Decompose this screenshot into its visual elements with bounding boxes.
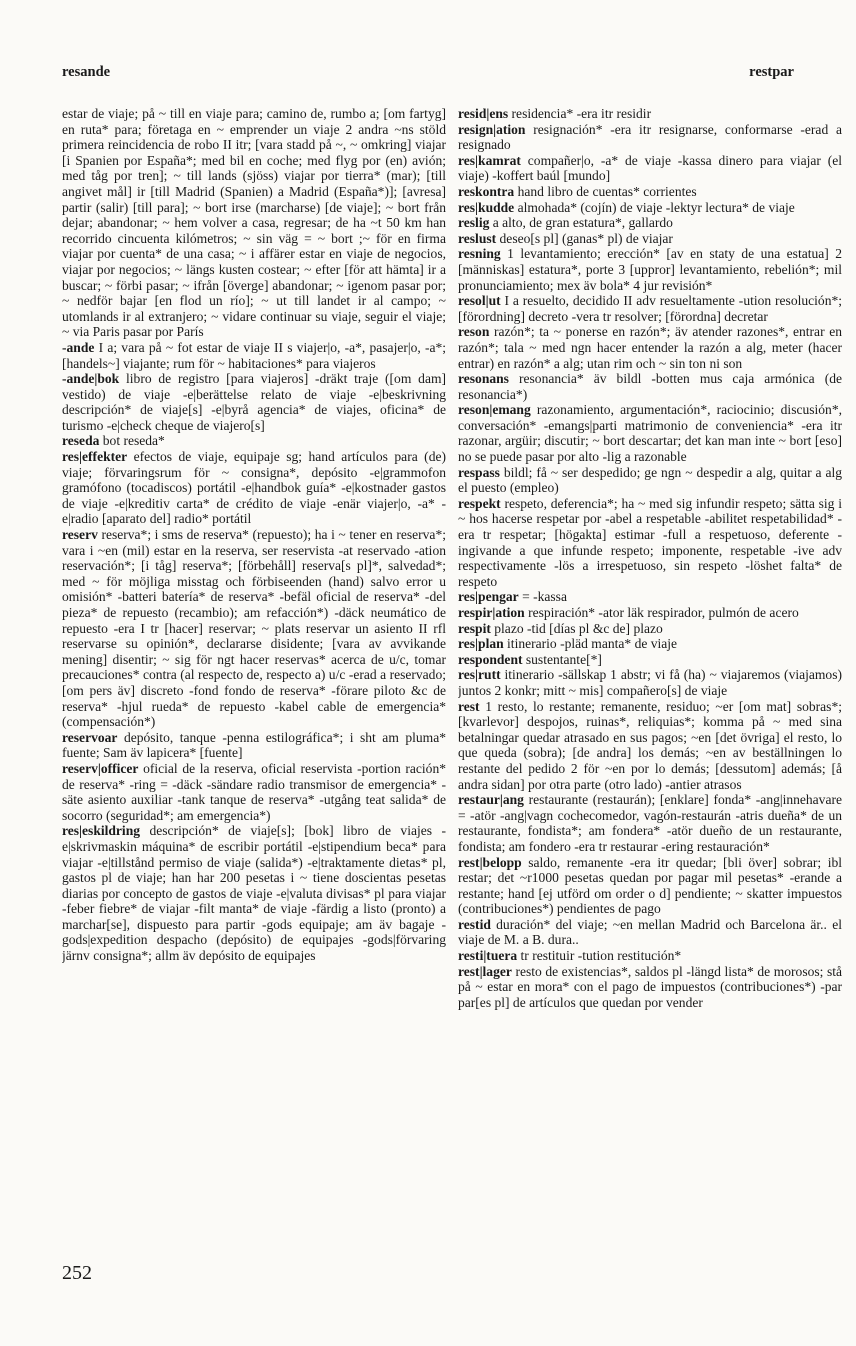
right-column: [458, 106, 842, 1256]
dictionary-entry: [458, 496, 842, 590]
dictionary-entry: [458, 215, 842, 231]
entry-headword: resid|ens: [458, 106, 509, 121]
entry-headword: reslig: [458, 215, 490, 231]
dictionary-entry: [62, 106, 446, 340]
dictionary-entry: [458, 153, 842, 184]
entry-headword: res|eskildring: [62, 823, 141, 839]
entry-headword: res|kamrat: [458, 152, 521, 168]
dictionary-entry: [458, 667, 842, 698]
dictionary-entry: [458, 106, 842, 122]
entry-headword: rest: [458, 698, 480, 714]
entry-text: plazo -tid [días pl &c de] plazo: [494, 620, 663, 636]
dictionary-entry: [458, 792, 842, 854]
entry-headword: reson: [458, 324, 490, 340]
entry-text: deseo[s pl] (ganas* pl) de viajar: [499, 230, 673, 246]
dictionary-entry: [458, 605, 842, 621]
entry-text: bildl; få ~ ser despedido; ge ngn ~ despedir a alg, quitar a alg el puesto (empleo): [458, 464, 842, 496]
entry-headword: res|effekter: [62, 449, 128, 465]
left-column: [62, 106, 446, 1256]
entry-text: 1 levantamiento; erección* [av en staty de una estatua] 2 [människas] estatura*, porte 3 [uppror] levantamiento, rebelión*; mil pronunciamiento; mex äv bola* 4 jur revisión*: [458, 246, 842, 293]
entry-text: residencia* -era itr residir: [511, 106, 652, 121]
dictionary-entry: [62, 340, 446, 371]
entry-text: sustentante[*]: [525, 651, 602, 667]
entry-text: razonamiento, argumentación*, raciocinio; discusión*, conversación* -emangs|parti matrimonio de conveniencia* -era itr razonar, argüir; discutir; ~ bort descartar; det kan man inte ~ bort [eso] no se puede pasar por alto -lig a razonable: [458, 402, 842, 465]
dictionary-entry: [458, 855, 842, 917]
entry-text: tr restituir -tution restitución*: [520, 948, 682, 964]
entry-text: reserva*; i sms de reserva* (repuesto); ha i ~ tener en reserva*; vara i ~en (mil) estar en la reserva, ser reservista -at reservado -ation reservación*; [i tåg] reserva*; [förbehåll] reserva[s pl]*, salvedad*; med ~ för möjliga misstag och förbiseenden (hand) salvo error u omisión* -batteri batería* de reserva* -befäl oficial de reserva* -del pieza* de repuesto (recambio); am refacción*) -däck neumático de repuesto -era I tr [hacer] reservar; ~ plats reservar un asiento II rfl reservarse su opinión*, declararse disidente; [vara av avvikande mening] disentir; ~ sig för ngt hacer reservas* acerca de u/c, tomar precauciones* contra (al respecto de, respecto a) u/c -erad a reservado; [om pers äv] discreto -fond fondo de reserva* -förare piloto &c de reserva* -hjul rueda* de repuesto -kabel cable de emergencia* (compensación*): [62, 527, 446, 730]
entry-text: hand libro de cuentas* corrientes: [517, 183, 697, 199]
dictionary-entry: [62, 449, 446, 527]
entry-text: resonancia* äv bildl -botten mus caja armónica (de resonancia*): [458, 371, 842, 402]
entry-text: depósito, tanque -penna estilográfica*; i sht am pluma* fuente; Sam äv lapicera* [fuente]: [62, 729, 446, 761]
entry-text: I a; vara på ~ fot estar de viaje II s viajer|o, -a*, pasajer|o, -a*; [handels~] viajante; rum för ~ habitaciones* para viajeros: [62, 339, 446, 371]
entry-text: almohada* (cojín) de viaje -lektyr lectura* de viaje: [517, 199, 795, 215]
entry-text: respiración* -ator läk respirador, pulmón de acero: [528, 605, 799, 620]
dictionary-entry: [62, 433, 446, 449]
dictionary-entry: [62, 761, 446, 823]
entry-text: bot reseda*: [102, 433, 165, 449]
entry-headword: resign|ation: [458, 121, 526, 137]
entry-headword: rest|lager: [458, 963, 512, 979]
entry-headword: reson|emang: [458, 402, 531, 418]
entry-headword: res|plan: [458, 636, 504, 652]
entry-text: razón*; ta ~ ponerse en razón*; äv atender razones*, entrar en razón*; tala ~ med ngn hacer entender la razón a alg, meter (hacer entrar) en razón* a alg; utan rim och ~ sin ton ni son: [458, 324, 842, 371]
entry-headword: rest|belopp: [458, 854, 522, 870]
entry-headword: respir|ation: [458, 605, 525, 620]
entry-headword: reserv|officer: [62, 760, 139, 776]
dictionary-entry: [458, 122, 842, 153]
entry-text: duración* del viaje; ~en mellan Madrid och Barcelona är.. el viaje de M. a B. dura..: [458, 916, 842, 948]
dictionary-entry: [458, 636, 842, 652]
entry-text: I a resuelto, decidido II adv resueltamente -ution resolución*; [förordning] decreto -vera tr resolver; [förordna] decretar: [458, 293, 842, 324]
running-head: [62, 64, 794, 84]
entry-headword: res|rutt: [458, 667, 501, 683]
entry-headword: res|kudde: [458, 199, 515, 215]
running-head-right: restpar: [749, 64, 794, 80]
page-number: 252: [62, 1262, 92, 1284]
entry-text: compañer|o, -a* de viaje -kassa dinero para viajar (el viaje) -koffert baúl [mundo]: [458, 152, 842, 184]
running-head-left: resande: [62, 64, 111, 80]
dictionary-entry: [458, 699, 842, 793]
entry-text: libro de registro [para viajeros] -dräkt traje ([om dam] vestido) de viaje -e|berättelse relato de viaje -e|beskrivning descripción* de viaje[s] -e|byrå agencia* de viajes, oficina* de turismo -e|check cheque de viajero[s]: [62, 371, 446, 433]
dictionary-entry: [458, 246, 842, 293]
entry-headword: res|pengar: [458, 589, 519, 605]
dictionary-entry: [458, 324, 842, 371]
dictionary-entry: [458, 402, 842, 464]
entry-headword: reskontra: [458, 183, 515, 199]
dictionary-entry: [458, 948, 842, 964]
entry-headword: respit: [458, 620, 491, 636]
dictionary-entry: [62, 823, 446, 963]
dictionary-entry: [62, 730, 446, 761]
dictionary-entry: [458, 200, 842, 216]
entry-text: saldo, remanente -era itr quedar; [bli över] sobrar; ibl restar; det ~r1000 pesetas quedan por pagar mil pesetas* -erande a restante; hand [ej utförd om order o d] pendiente; ~ skatter impuestos (contribuciones*) pendientes de pago: [458, 854, 842, 917]
entry-text: a alto, de gran estatura*, gallardo: [492, 215, 673, 231]
dictionary-entry: [458, 184, 842, 200]
entry-text: resto de existencias*, saldos pl -längd lista* de morosos; stå på ~ estar en mora* con el pago de impuestos (contribuciones*) -par par[es pl] de artículos que quedan por vender: [458, 963, 842, 1010]
entry-headword: restaur|ang: [458, 792, 524, 808]
entry-headword: reslust: [458, 230, 497, 246]
dictionary-entry: [458, 964, 842, 1011]
entry-headword: respass: [458, 464, 500, 480]
entry-text: = -kassa: [522, 589, 567, 605]
entry-headword: reseda: [62, 433, 100, 449]
dictionary-entry: [62, 371, 446, 433]
dictionary-entry: [458, 652, 842, 668]
entry-headword: respekt: [458, 495, 501, 511]
entry-headword: resning: [458, 246, 501, 262]
entry-text: resignación* -era itr resignarse, conformarse -erad a resignado: [458, 121, 842, 153]
dictionary-entry: [458, 371, 842, 402]
entry-headword: restid: [458, 916, 491, 932]
dictionary-entry: [62, 527, 446, 730]
entry-headword: respondent: [458, 651, 523, 667]
entry-text: restaurante (restaurán); [enklare] fonda* -ang|innehavare = -atör -ang|vagn cochecomedor, vagón-restaurán -atris dueña* de un restaurante, fondista*; am fondera* -atör dueño de un restaurante, fondista; am fondero -era tr restaurar -ering restauración*: [458, 792, 842, 854]
entry-headword: reservoar: [62, 729, 118, 745]
entry-text: itinerario -pläd manta* de viaje: [507, 636, 678, 652]
dictionary-entry: [458, 231, 842, 247]
entry-headword: resol|ut: [458, 293, 501, 309]
dictionary-entry: [458, 589, 842, 605]
dictionary-entry: [458, 293, 842, 324]
dictionary-entry: [458, 621, 842, 637]
entry-headword: -ande: [62, 339, 95, 355]
entry-text: respeto, deferencia*; ha ~ med sig infundir respeto; sätta sig i ~ hos hacerse respetar por -abel a respetable -abilitet respetabilidad* -era tr respetar; [högakta] estimar -full a respetuoso, deferente -ingivande a que infunde respeto; imponente, respetable -ive adv respectivamente -lös a irrespetuoso, sin respeto -löshet falta* de respeto: [458, 495, 842, 589]
entry-headword: reserv: [62, 527, 98, 543]
entry-headword: resonans: [458, 371, 509, 387]
entry-text: descripción* de viaje[s]; [bok] libro de viajes -e|skrivmaskin máquina* de escribir portátil -e|stipendium beca* para viajar -e|tillstånd permiso de viaje (salida*) -e|traktamente dietas* pl, gastos pl de viaje; han har 200 pesetas i ~ tiene doscientas pesetas diarias por concepto de gastos de viaje -e|valuta divisas* pl para viajar -feber fiebre* de viajar -filt manta* de viaje -färdig a listo (pronto) a marchar[se], dispuesto para partir -gods equipaje; am äv bagaje -gods|expedition despacho (depósito) de equipajes -gods|förvaring järnv consigna*; allm äv depósito de equipajes: [62, 823, 446, 964]
dictionary-entry: [458, 465, 842, 496]
entry-text: oficial de la reserva, oficial reservista -portion ración* de reserva* -ring = -däck -sändare radio transmisor de emergencia* -säte asiento auxiliar -tank tanque de reserva* -utgång teat salida* de socorro (seguridad*; am emergencia*): [62, 760, 446, 823]
entry-headword: resti|tuera: [458, 948, 518, 964]
entry-text: itinerario -sällskap 1 abstr; vi få (ha) ~ viajaremos (viajamos) juntos 2 konkr; mitt ~ mis] compañero[s] de viaje: [458, 667, 842, 698]
dictionary-entry: [458, 917, 842, 948]
entry-text: estar de viaje; på ~ till en viaje para; camino de, rumbo a; [om fartyg] en ruta* para; företaga en ~ emprender un viaje 2 andra ~ns stöld primera reincidencia de robo II itr; [vara stadd på ~, ~ omkring] viajar [i Spanien por España*; med bil en coche; med flyg por (en) avión; med tåg por tren]; ~ till lands (sjöss) viajar por tierra* (mar); [till angivet mål] ir [till Madrid (Spanien) a Madrid (España*)]; [avresa] partir (salir) [till para]; ~ bort irse (marcharse) [de viaje]; ~ bort från dejar; abandonar; ~ hem volver a casa, regresar; de ha ~t 50 km han recorrido cincuenta kilómetros; ~ sin väg = ~ bort ;~ för en firma viajar por cuenta* de una casa; ~ i affärer estar en viaje de negocios, viajar por negocios; ~ längs kusten costear; ~ efter [för att hämta] ir a buscar; ~ förbi pasar; ~ ifrån [överge] abandonar; ~ igenom pasar por; ~ nedför bajar [en flod un río]; ~ ut till landet ir al campo; ~ utomlands ir al extranjero; ~ vidare continuar su viaje, seguir el viaje; ~ via Paris pasar por París: [62, 106, 446, 340]
entry-headword: -ande|bok: [62, 371, 120, 387]
entry-text: 1 resto, lo restante; remanente, residuo; ~er [om mat] sobras*; [kvarlevor] despojos, ruinas*, reliquias*; komma på ~ med sina betalningar quedar atrasado en sus pagos; ~en [det övriga] el resto, lo que queda (sobra); [de andra] los demás; ~en av beställningen lo restante del pedido 2 för ~en por lo demás; [dessutom] además; [å andra sidan] por otra parte (otro lado) -antier atrasos: [458, 698, 842, 792]
entry-text: efectos de viaje, equipaje sg; hand artículos para (de) viaje; förvaringsrum för ~ consigna*, depósito -e|grammofon gramófono (tocadiscos) portátil -e|handbok guía* -e|kostnader gastos de viaje -e|kreditiv carta* de crédito de viaje -enär viajer|o, -a* -e|radio [aparato del] radio* portátil: [62, 449, 446, 527]
